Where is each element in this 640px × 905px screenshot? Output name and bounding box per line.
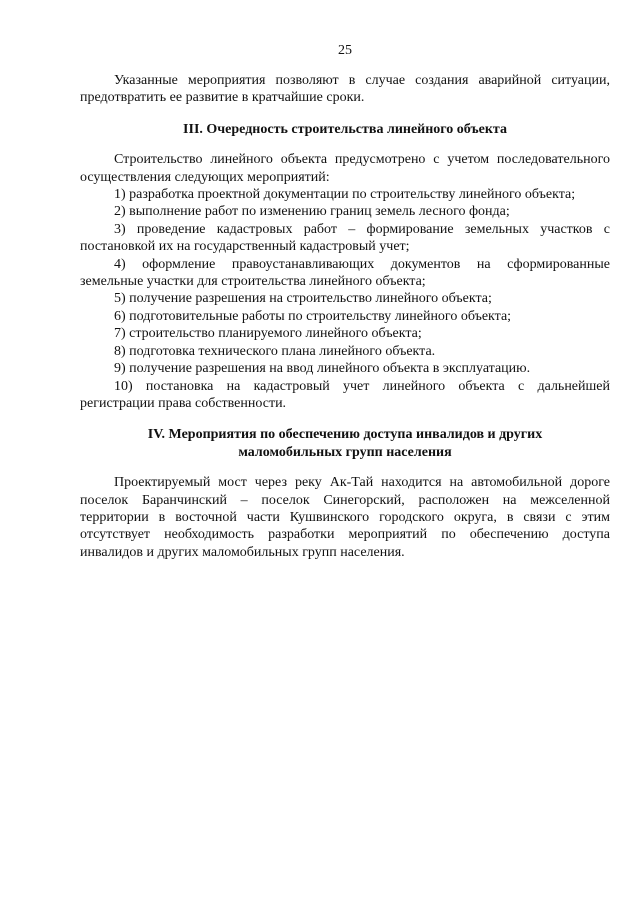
list-item: 3) проведение кадастровых работ – формирование земельных участков с постановкой их на государственный кадастровый учет; xyxy=(80,221,610,255)
section-4-heading-line-1: IV. Мероприятия по обеспечению доступа инвалидов и других xyxy=(147,427,543,443)
list-item: 8) подготовка технического плана линейного объекта. xyxy=(114,343,436,359)
list-item: 1) разработка проектной документации по строительству линейного объекта; xyxy=(114,187,576,203)
list-item: 7) строительство планируемого линейного объекта; xyxy=(114,326,422,342)
section-4-heading xyxy=(80,426,610,461)
page-number: 25 xyxy=(338,43,352,58)
list-item: 9) получение разрешения на ввод линейного объекта в эксплуатацию. xyxy=(114,361,531,377)
list-item: 6) подготовительные работы по строительству линейного объекта; xyxy=(114,308,512,324)
list-item: 2) выполнение работ по изменению границ земель лесного фонда; xyxy=(114,204,510,220)
section-3-lead: Строительство линейного объекта предусмотрено с учетом последовательного осуществления следующих мероприятий: xyxy=(80,152,610,185)
section-4-paragraph: Проектируемый мост через реку Ак-Тай находится на автомобильной дороге поселок Баранчинский – поселок Синегорский, расположен на межселенной территории в восточной части Кушвинского городского округа, в связи с этим отсутствует необходимость разработки мероприятий по обеспечению доступа инвалидов и других маломобильных групп населения. xyxy=(80,475,610,560)
section-4-heading-line-2: маломобильных групп населения xyxy=(238,444,452,460)
list-item: 5) получение разрешения на строительство линейного объекта; xyxy=(114,291,492,307)
list-item: 10) постановка на кадастровый учет линейного объекта с дальнейшей регистрации права собственности. xyxy=(80,378,610,411)
section-3-heading: III. Очередность строительства линейного объекта xyxy=(183,121,507,137)
intro-paragraph: Указанные мероприятия позволяют в случае создания аварийной ситуации, предотвратить ее развитие в кратчайшие сроки. xyxy=(80,73,610,106)
list-item: 4) оформление правоустанавливающих документов на сформированные земельные участки для строительства линейного объекта; xyxy=(80,256,610,290)
